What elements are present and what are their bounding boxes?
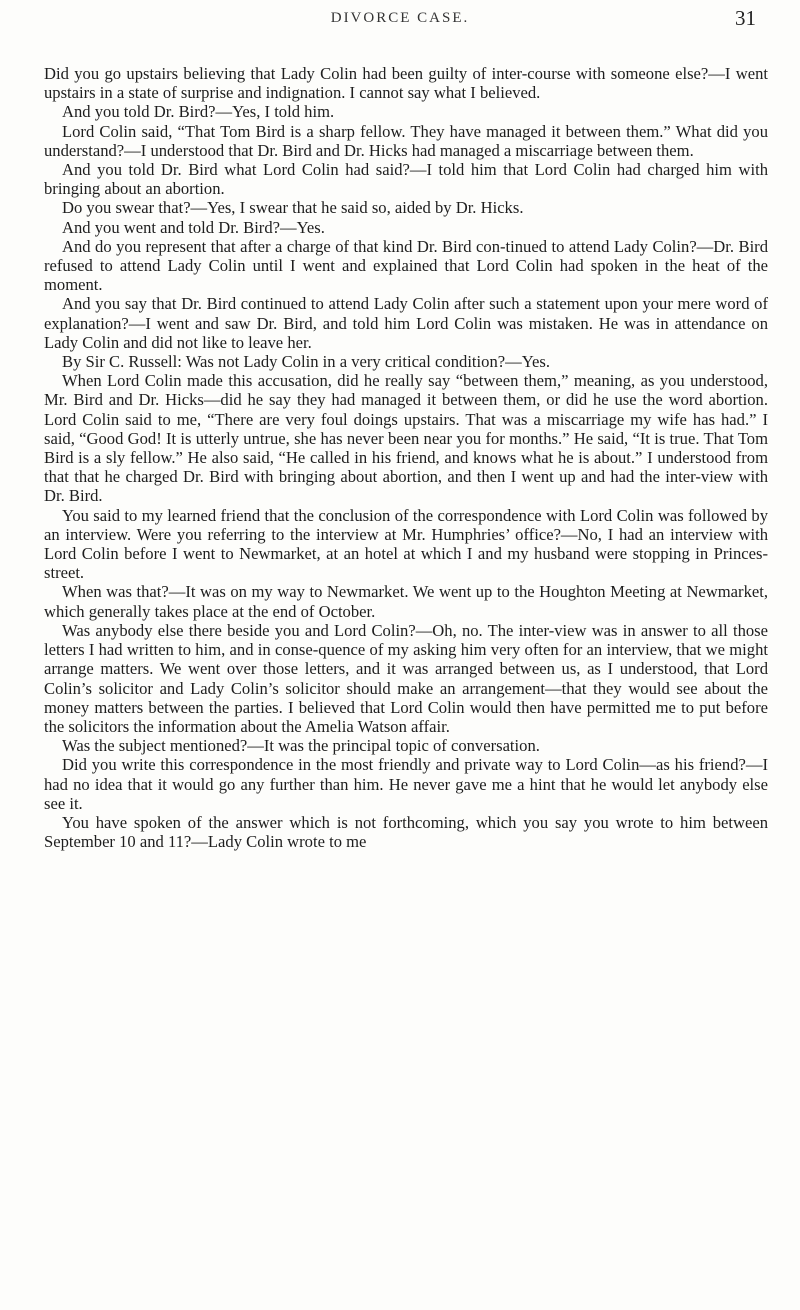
paragraph: And you say that Dr. Bird continued to attend Lady Colin after such a statement upon your mere word of explanation?—I went and saw Dr. Bird, and told him Lord Colin was mistaken. He was in attendance on Lady Colin and did not like to leave her. — [44, 294, 768, 352]
paragraph: Was the subject mentioned?—It was the principal topic of conversation. — [62, 736, 540, 756]
running-head — [0, 6, 800, 36]
body-text — [44, 64, 768, 851]
paragraph: By Sir C. Russell: Was not Lady Colin in a very critical condition?—Yes. — [62, 352, 550, 372]
paragraph: Lord Colin said, “That Tom Bird is a sharp fellow. They have managed it between them.” What did you understand?—I understood that Dr. Bird and Dr. Hicks had managed a miscarriage between them. — [44, 121, 768, 160]
paragraph: Do you swear that?—Yes, I swear that he said so, aided by Dr. Hicks. — [62, 198, 524, 218]
paragraph: You said to my learned friend that the conclusion of the correspondence with Lord Colin was followed by an interview. Were you referring to the interview at Mr. Humphries’ office?—No, I had an interview with Lord Colin before I went to Newmarket, at an hotel at which I and my husband were stopping in Princes-street. — [44, 505, 768, 583]
page-number: 31 — [735, 6, 756, 30]
paragraph: And you went and told Dr. Bird?—Yes. — [62, 217, 325, 237]
paragraph: When was that?—It was on my way to Newmarket. We went up to the Houghton Meeting at Newmarket, which generally takes place at the end of October. — [44, 582, 768, 621]
running-title: DIVORCE CASE. — [330, 10, 470, 26]
paragraph: Did you write this correspondence in the most friendly and private way to Lord Colin—as his friend?—I had no idea that it would go any further than him. He never gave me a hint that he would let anybody else see it. — [44, 755, 768, 813]
paragraph: And you told Dr. Bird what Lord Colin had said?—I told him that Lord Colin had charged him with bringing about an abortion. — [44, 160, 768, 199]
paragraph: And you told Dr. Bird?—Yes, I told him. — [62, 102, 335, 122]
paragraph: Was anybody else there beside you and Lord Colin?—Oh, no. The inter-view was in answer to all those letters I had written to him, and in conse-quence of my asking him very often for an interview, that we might arrange matters. We went over those letters, and it was arranged between us, as I understood, that Lord Colin’s solicitor and Lady Colin’s solicitor should make an arrangement—that they would see about the money matters between the parties. I believed that Lord Colin would then have permitted me to put before the solicitors the information about the Amelia Watson affair. — [44, 620, 768, 736]
paragraph: Did you go upstairs believing that Lady Colin had been guilty of inter-course with someone else?—I went upstairs in a state of surprise and indignation. I cannot say what I believed. — [44, 64, 768, 103]
paragraph: When Lord Colin made this accusation, did he really say “between them,” meaning, as you understood, Mr. Bird and Dr. Hicks—did he say they had managed it between them, or did he use the word abortion. Lord Colin said to me, “There are very foul doings upstairs. That was a miscarriage my wife has had.” I said, “Good God! It is utterly untrue, she has never been near you for months.” He said, “It is true. That Tom Bird is a sly fellow.” He also said, “He called in his friend, and knows what he is about.” I understood from that that he charged Dr. Bird with bringing about abortion, and then I went up and had the inter-view with Dr. Bird. — [44, 371, 768, 506]
paragraph: You have spoken of the answer which is not forthcoming, which you say you wrote to him between September 10 and 11?—Lady Colin wrote to me — [44, 812, 768, 852]
paragraph: And do you represent that after a charge of that kind Dr. Bird con-tinued to attend Lady Colin?—Dr. Bird refused to attend Lady Colin until I went and explained that Lord Colin had spoken in the heat of the moment. — [44, 236, 768, 295]
